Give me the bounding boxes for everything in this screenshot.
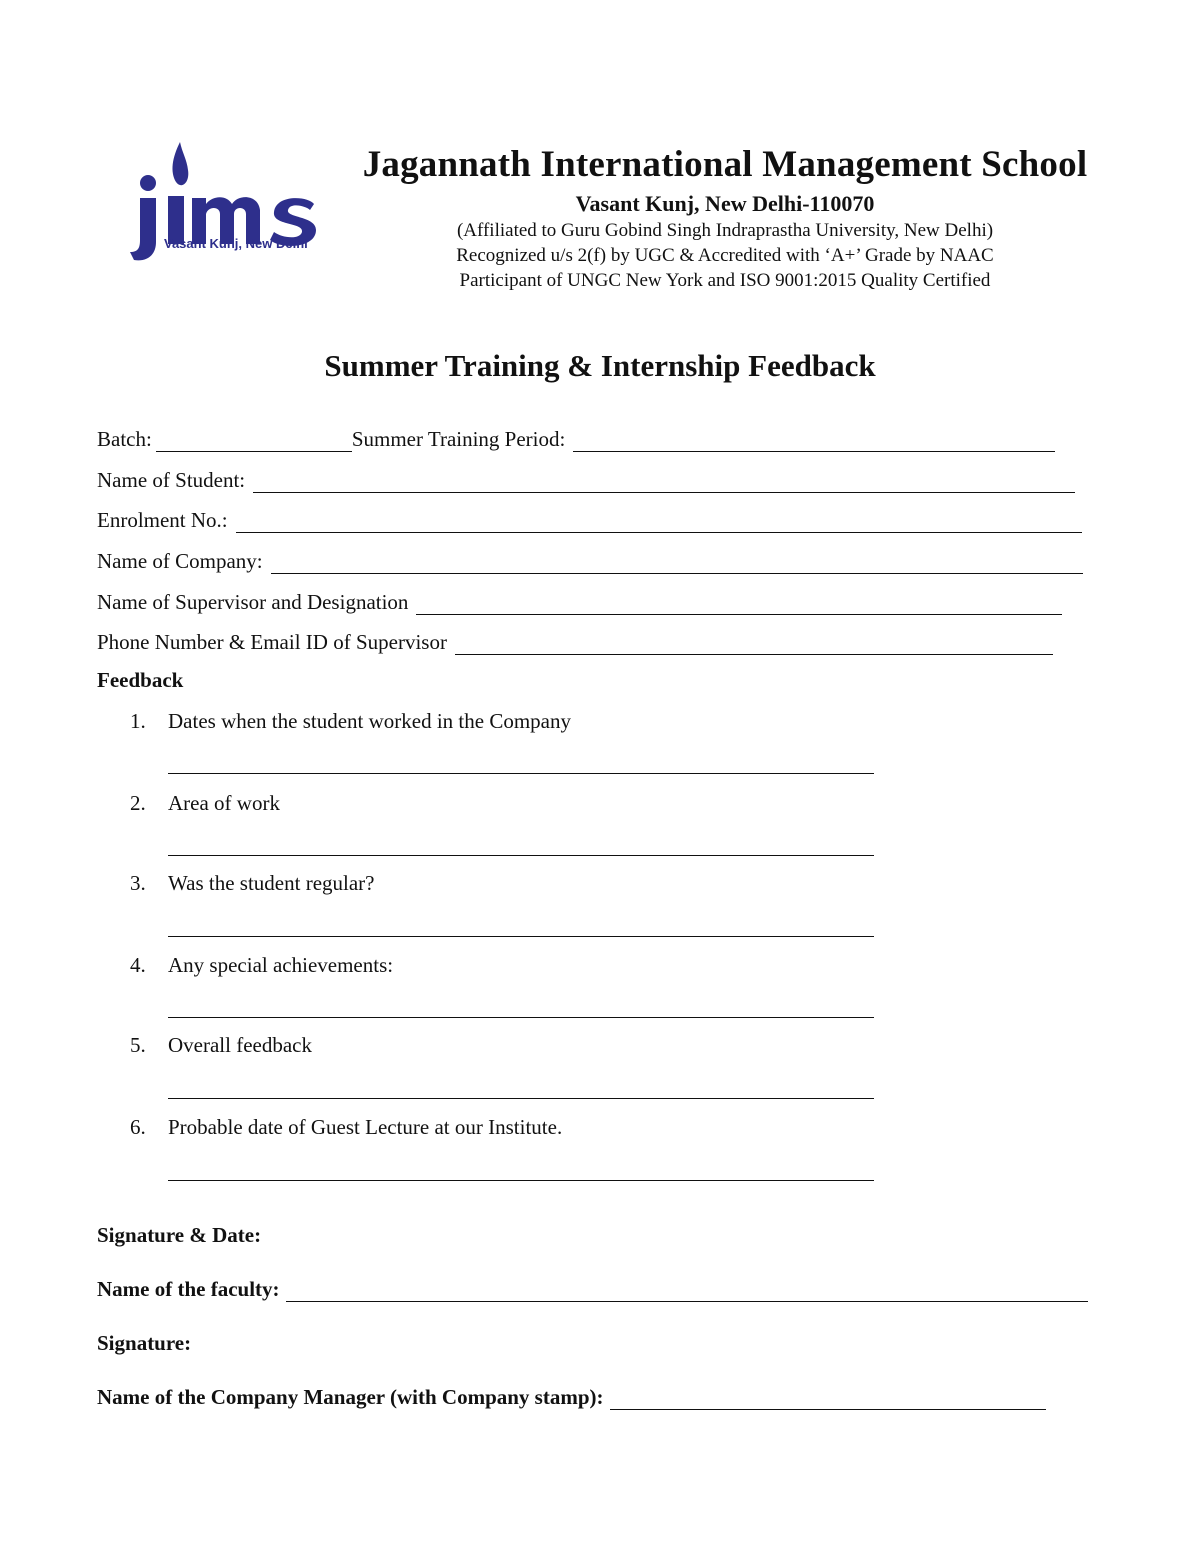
question-text: Area of work: [168, 791, 280, 815]
enrolment-field[interactable]: [236, 508, 1082, 533]
question-text: Dates when the student worked in the Company: [168, 709, 571, 733]
faculty-label: Name of the faculty:: [97, 1277, 280, 1301]
supervisor-field[interactable]: [416, 590, 1062, 615]
institute-address: Vasant Kunj, New Delhi-110070: [575, 191, 875, 216]
accreditation-line: Recognized u/s 2(f) by UGC & Accredited with ‘A+’ Grade by NAAC: [456, 245, 994, 266]
company-field[interactable]: [271, 549, 1083, 574]
question-5: [130, 1032, 312, 1058]
answer-line-4[interactable]: [168, 1017, 874, 1018]
institute-header: [340, 142, 1110, 293]
institute-name: Jagannath International Management School: [362, 144, 1088, 185]
answer-line-6[interactable]: [168, 1180, 874, 1181]
answer-line-2[interactable]: [168, 855, 874, 856]
question-4: [130, 952, 393, 978]
logo-caption: Vasant Kunj, New Delhi: [164, 236, 308, 251]
form-title: Summer Training & Internship Feedback: [324, 348, 876, 383]
question-number: 2.: [130, 791, 146, 815]
answer-line-5[interactable]: [168, 1098, 874, 1099]
question-text: Overall feedback: [168, 1033, 312, 1057]
enrolment-label: Enrolment No.:: [97, 508, 228, 532]
batch-field[interactable]: [156, 427, 352, 452]
certification-line: Participant of UNGC New York and ISO 9001:2015 Quality Certified: [459, 270, 991, 291]
signature-row: [97, 1330, 191, 1356]
enrolment-row: [97, 503, 1082, 533]
supervisor-row: [97, 585, 1062, 615]
question-number: 4.: [130, 953, 146, 977]
question-number: 3.: [130, 871, 146, 895]
company-row: [97, 544, 1083, 574]
question-number: 1.: [130, 709, 146, 733]
answer-line-1[interactable]: [168, 773, 874, 774]
faculty-field[interactable]: [286, 1277, 1088, 1302]
student-field[interactable]: [253, 468, 1075, 493]
feedback-heading: Feedback: [97, 668, 184, 692]
manager-row: [97, 1384, 1046, 1410]
contact-label: Phone Number & Email ID of Supervisor: [97, 630, 447, 654]
question-6: [130, 1114, 562, 1140]
question-number: 6.: [130, 1115, 146, 1139]
question-number: 5.: [130, 1033, 146, 1057]
period-label: Summer Training Period:: [351, 427, 566, 451]
company-label: Name of Company:: [97, 549, 263, 573]
question-3: [130, 870, 374, 896]
question-text: Any special achievements:: [168, 953, 394, 977]
student-label: Name of Student:: [97, 468, 246, 492]
question-1: [130, 708, 571, 734]
question-2: [130, 790, 280, 816]
faculty-row: [97, 1276, 1088, 1302]
signature-date-row: [97, 1222, 261, 1248]
signature-date-label: Signature & Date:: [97, 1223, 262, 1247]
affiliation-line: (Affiliated to Guru Gobind Singh Indraprastha University, New Delhi): [456, 220, 994, 241]
contact-row: [97, 625, 1053, 655]
supervisor-label: Name of Supervisor and Designation: [97, 590, 409, 614]
contact-field[interactable]: [455, 630, 1053, 655]
question-text: Probable date of Guest Lecture at our Institute.: [168, 1115, 563, 1139]
jims-logo: [126, 138, 322, 266]
answer-line-3[interactable]: [168, 936, 874, 937]
batch-row: [97, 422, 1055, 452]
signature-label: Signature:: [97, 1331, 192, 1355]
student-row: [97, 463, 1075, 493]
question-text: Was the student regular?: [168, 871, 375, 895]
manager-field[interactable]: [610, 1385, 1046, 1410]
period-field[interactable]: [573, 427, 1055, 452]
batch-label: Batch:: [97, 427, 152, 451]
manager-label: Name of the Company Manager (with Company stamp):: [97, 1385, 604, 1409]
